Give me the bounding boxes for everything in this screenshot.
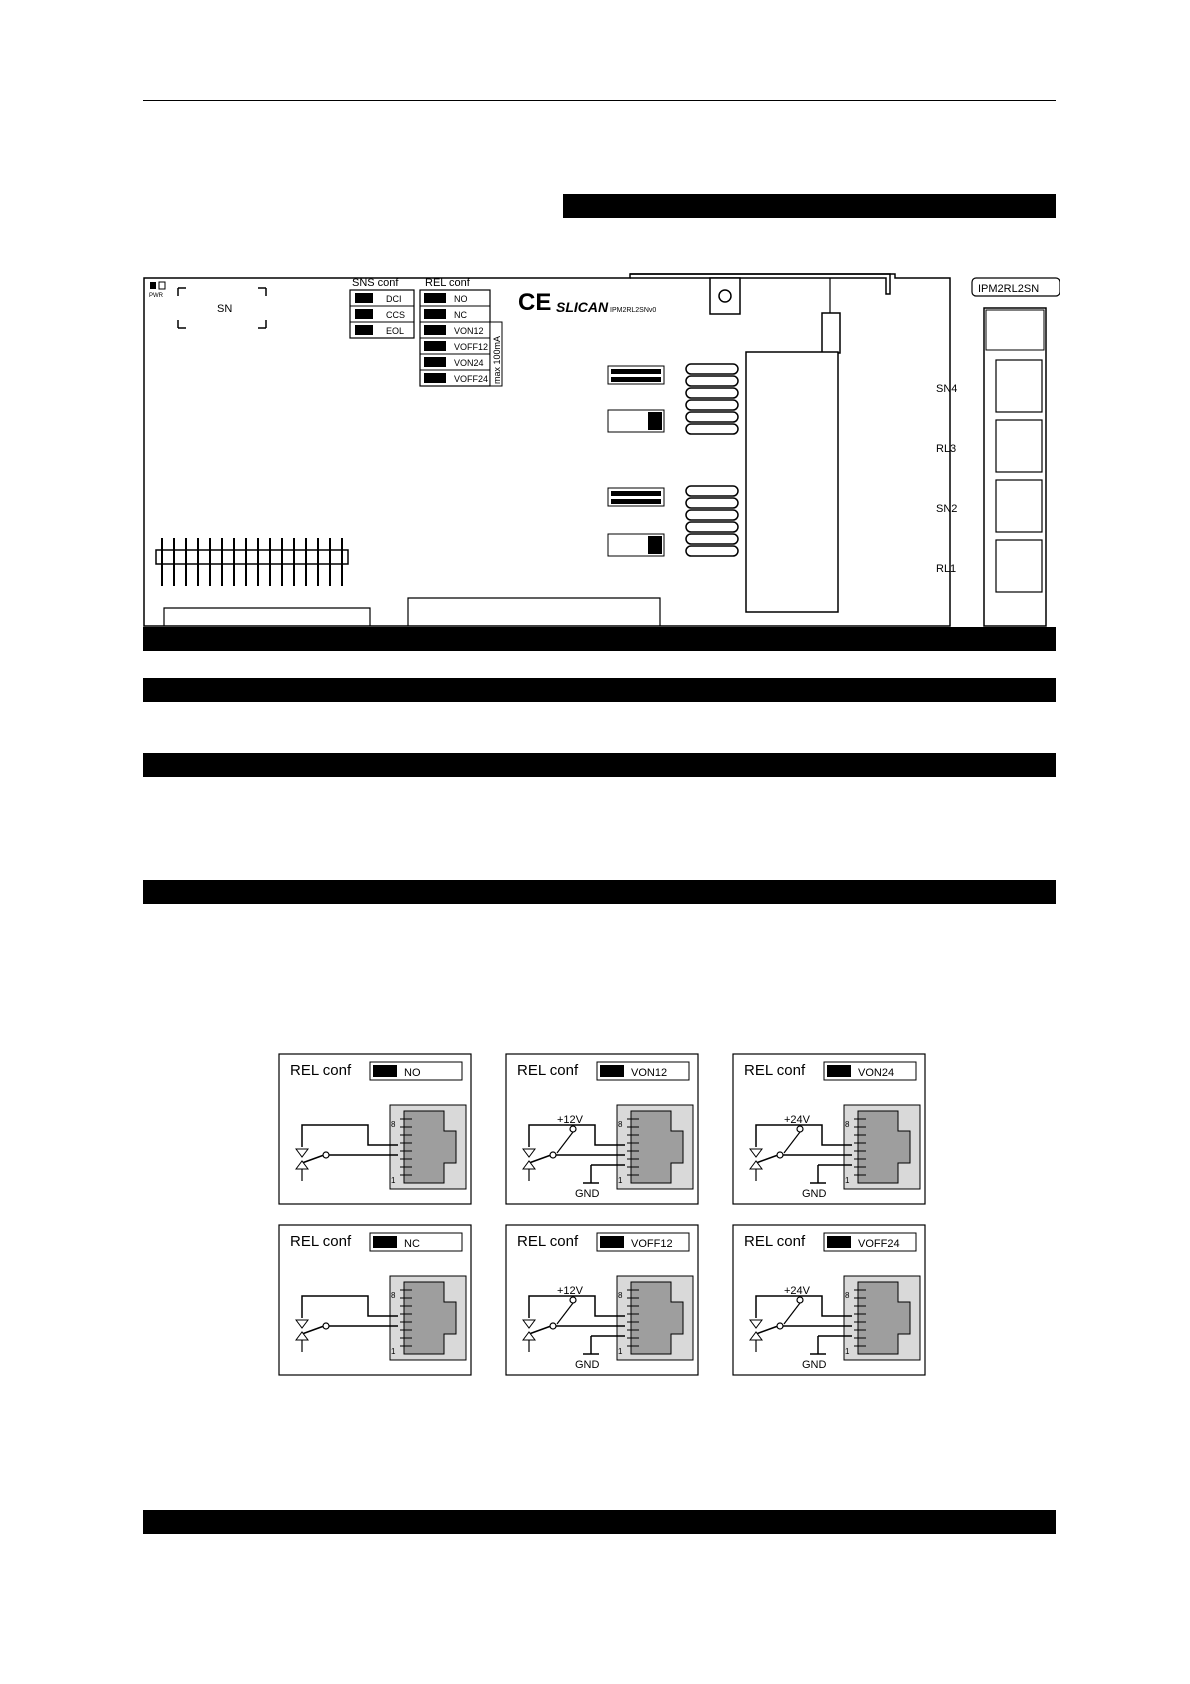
rel-item-1: NC [454,310,467,320]
ce-mark: CE [518,289,552,316]
pin-8-label: 8 [391,1291,396,1300]
rel-panel-von24 [732,1053,926,1205]
jumper-setting-icon [827,1236,851,1248]
pin-8-label: 8 [618,1291,623,1300]
pin-1-label: 1 [391,1176,396,1185]
section-bar-4 [143,753,1056,777]
panel-title: REL conf [517,1062,579,1079]
sns-item-1: CCS [386,310,406,320]
gnd-label: GND [575,1188,600,1200]
section-bar-5 [143,880,1056,904]
section-bar-2 [143,627,1056,651]
gnd-label: GND [802,1359,827,1371]
rel-panel-no [278,1053,472,1205]
jumper-setting-icon [600,1065,624,1077]
port-label-0: SN4 [936,383,958,395]
port-label-1: RL3 [936,443,957,455]
voltage-label: +24V [784,1285,810,1297]
jumper-setting-icon [600,1236,624,1248]
pin-8-label: 8 [618,1120,623,1129]
pin-8-label: 8 [845,1291,850,1300]
panel-title: REL conf [744,1062,806,1079]
section-bar-3 [143,678,1056,702]
rel-item-0: NO [454,294,468,304]
rel-item-3: VOFF12 [454,342,489,352]
gnd-label: GND [575,1359,600,1371]
pin-1-label: 1 [618,1176,623,1185]
panel-title: REL conf [517,1233,579,1250]
rel-item-2: VON12 [454,326,484,336]
rel-panel-voff12 [505,1224,699,1376]
pin-1-label: 1 [845,1347,850,1356]
max-current-label: max 100mA [492,335,502,384]
voltage-label: +12V [557,1114,583,1126]
panel-mode: VON24 [858,1067,895,1079]
panel-mode: VOFF12 [631,1238,673,1250]
relay-module [746,352,838,612]
jumper-setting-icon [373,1065,397,1077]
panel-mode: VOFF24 [858,1238,900,1250]
pin-8-label: 8 [845,1120,850,1129]
port-label-3: RL1 [936,563,957,575]
rel-conf-block [420,290,490,386]
sn-label: SN [217,303,233,315]
jumper-block-1 [608,366,664,556]
voltage-label: +12V [557,1285,583,1297]
pin-1-label: 1 [618,1347,623,1356]
panel-title: REL conf [290,1233,352,1250]
rel-conf-title: REL conf [425,277,470,289]
panel-mode: NO [404,1067,421,1079]
rel-panel-voff24 [732,1224,926,1376]
model-tab: IPM2RL2SN [978,283,1040,295]
panel-mode: VON12 [631,1067,668,1079]
panel-title: REL conf [744,1233,806,1250]
pin-header [156,538,348,586]
sns-conf-title: SNS conf [352,277,399,289]
panel-title: REL conf [290,1062,352,1079]
jumper-setting-icon [827,1065,851,1077]
rel-panel-nc [278,1224,472,1376]
section-bar-1 [563,194,1056,218]
header-rule [143,100,1056,101]
pin-1-label: 1 [391,1347,396,1356]
port-label-2: SN2 [936,503,958,515]
board-diagram [140,268,1060,628]
rel-item-4: VON24 [454,358,484,368]
pwr-label: PWR [149,293,163,299]
jumper-setting-icon [373,1236,397,1248]
gnd-label: GND [802,1188,827,1200]
sns-item-2: EOL [386,326,405,336]
voltage-label: +24V [784,1114,810,1126]
panel-mode: NC [404,1238,420,1250]
sns-item-0: DCI [386,294,402,304]
relay-components [686,364,738,556]
rel-panel-von12 [505,1053,699,1205]
section-bar-6 [143,1510,1056,1534]
pin-8-label: 8 [391,1120,396,1129]
rel-item-5: VOFF24 [454,374,489,384]
pin-1-label: 1 [845,1176,850,1185]
brand-logo: SLICAN [556,299,609,315]
sns-conf-block [350,290,414,338]
model-small: IPM2RL2SNv0 [610,307,657,314]
